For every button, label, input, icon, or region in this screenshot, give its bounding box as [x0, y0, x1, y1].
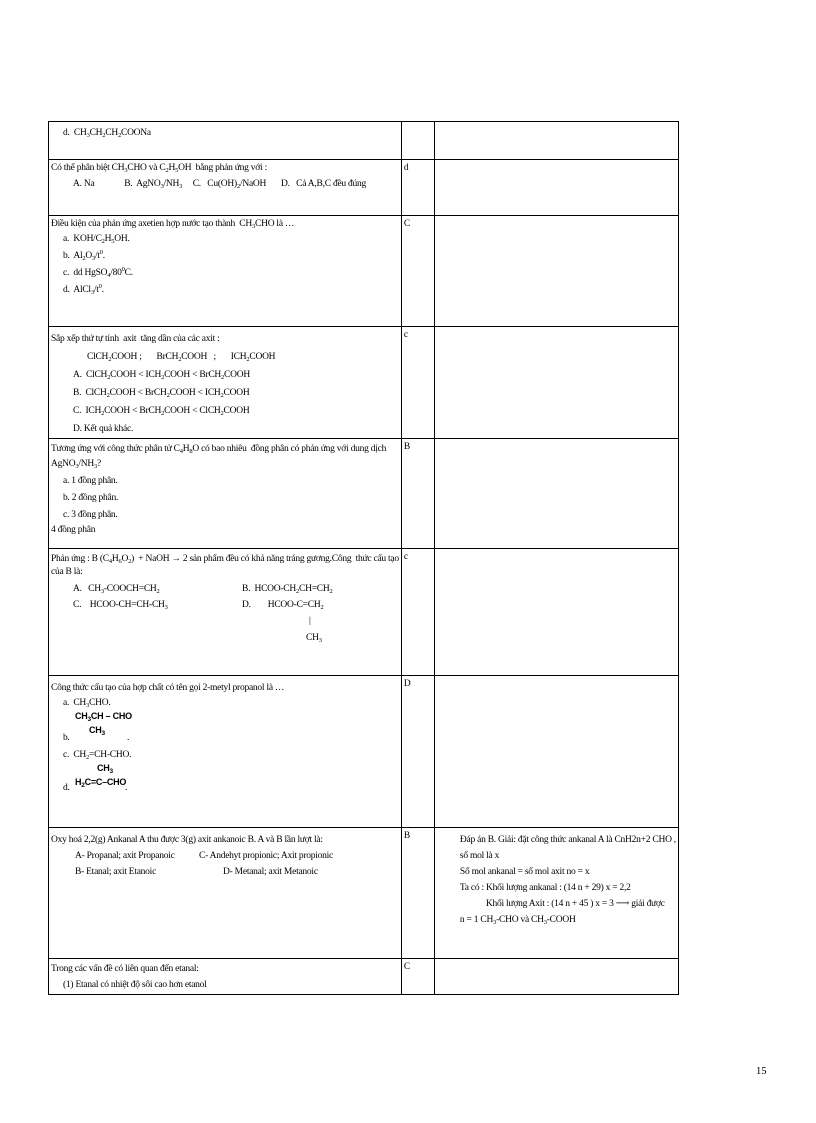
question-cell — [49, 122, 402, 160]
question-text: Tương ứng với công thức phân tử $C_4H_8O$ có bao nhiêu đồng phân có phản ứng với dung dịch — [51, 444, 387, 455]
answer-cell — [401, 160, 434, 216]
option-a: A. $CH_3-COOCH=CH_2$ — [73, 584, 160, 595]
question-text: Phản ứng : B $(C_4H_6O_2)$ + NaOH → 2 sản phẩm đều có khả năng tráng gương.Công thức cấu tạo — [51, 554, 399, 565]
option-b: B. HCOO-$CH_2CH=CH_2$ — [242, 584, 333, 595]
explanation-line: Đáp án B. Giải: đặt công thức ankanal A là CnH2n+2 CHO , — [459, 835, 676, 845]
answer-cell — [401, 327, 434, 439]
answer-cell — [401, 828, 434, 959]
explanation-line: Ta có : Khối lượng ankanal : (14 n + 29) x = 2,2 — [459, 883, 631, 893]
explanation-line: số mol là x — [459, 851, 500, 861]
option-d: d. $AlCl_3/t^0$. — [63, 283, 104, 296]
question-cell — [49, 828, 402, 959]
question-text-cont: $AgNO_3/NH_3$? — [51, 459, 101, 470]
table-row — [49, 160, 679, 216]
statement-item: (1) Etanal có nhiệt độ sôi cao hơn etanol — [63, 980, 207, 990]
answer-text: D — [403, 679, 411, 689]
answer-cell — [401, 439, 434, 549]
table-row — [49, 216, 679, 327]
explanation-line: n = 1 $CH_3$-CHO và $CH_3$-COOH — [459, 915, 576, 926]
question-text: Trong các vấn đề có liên quan đến etanal: — [51, 964, 199, 974]
option-a: A- Propanal; axit Propanoic — [75, 851, 175, 861]
option-extra: 4 đồng phân — [51, 525, 96, 535]
question-cell — [49, 549, 402, 676]
methyl-group: $CH_3$ — [306, 633, 322, 644]
option-a: a. 1 đồng phân. — [63, 476, 118, 486]
page-number: 15 — [756, 1066, 767, 1077]
structure-d-methyl: $CH_3$ — [97, 763, 113, 775]
question-table — [48, 121, 679, 995]
question-text: Oxy hoá 2,2(g) Ankanal A thu được 3(g) axit ankanoic B. A và B lần lượt là: — [51, 835, 323, 845]
question-cell — [49, 676, 402, 828]
option-c: c. dd $HgSO_4/80^0C$. — [63, 266, 133, 279]
table-row — [49, 828, 679, 959]
dot: . — [125, 783, 128, 793]
question-cell — [49, 160, 402, 216]
question-text-cont: của B là: — [51, 567, 83, 577]
question-text: Sắp xếp thứ tự tính axit tăng dần của các axit : — [51, 334, 220, 344]
option-d: D. HCOO-$C=CH_2$ — [242, 600, 324, 611]
option-d: D. Kết quả khác. — [73, 424, 134, 434]
option-d: d. $CH_3CH_2CH_2COONa$ — [63, 128, 151, 139]
option-b: B. ClCH$_2$COOH < BrCH$_2$COOH < $ICH_2COOH$ — [73, 388, 250, 399]
structure-b-methyl: $CH_3$ — [89, 725, 105, 737]
option-c: C. HCOO-$CH=CH-CH_3$ — [73, 600, 168, 611]
option-c: C. $ICH_2COOH$ < BrCH$_2$COOH < ClCH$_2$COOH — [73, 406, 250, 417]
option-b: b. 2 đồng phân. — [63, 493, 119, 503]
answer-text: C — [403, 962, 410, 972]
bond-line: | — [309, 616, 311, 626]
option-a: a. $CH_3CHO$. — [63, 698, 111, 709]
option-b: B- Etanal; axit Etanoic — [75, 867, 157, 877]
table-row — [49, 676, 679, 828]
answer-cell — [401, 122, 434, 160]
answer-text: C — [403, 219, 410, 229]
table-row — [49, 549, 679, 676]
options-line: A. Na B. $AgNO_3/NH_3$ C. $Cu(OH)_2$/NaOH D. Cả A,B,C đều đúng — [73, 179, 367, 190]
table-row — [49, 439, 679, 549]
explanation-cell — [434, 122, 678, 160]
option-a: a. KOH/$C_2H_5OH$. — [63, 234, 130, 245]
explanation-cell — [434, 828, 678, 959]
question-cell — [49, 959, 402, 995]
explanation-line: Khối lượng Axit : (14 n + 45 ) x = 3 ⟶ giải được — [485, 899, 665, 909]
question-cell — [49, 216, 402, 327]
option-b: b. $Al_2O_3/t^0$. — [63, 249, 105, 262]
option-c: c. $CH_2=CH$-CHO. — [63, 750, 132, 761]
explanation-cell — [434, 327, 678, 439]
table-row — [49, 959, 679, 995]
explanation-cell — [434, 549, 678, 676]
explanation-cell — [434, 216, 678, 327]
explanation-cell — [434, 439, 678, 549]
option-d: D- Metanal; axit Metanoic — [223, 867, 318, 877]
answer-cell — [401, 216, 434, 327]
table-row — [49, 327, 679, 439]
option-b-label: b. — [63, 733, 70, 743]
structure-b: $CH_3CH$ – CHO — [75, 711, 132, 723]
explanation-cell — [434, 676, 678, 828]
question-text: Công thức cấu tạo của hợp chất có tên gọi 2-metyl propanol là … — [51, 683, 285, 693]
dot: . — [127, 733, 130, 743]
answer-text: B — [403, 831, 410, 841]
explanation-cell — [434, 959, 678, 995]
answer-cell — [401, 676, 434, 828]
answer-text: c — [403, 552, 408, 562]
acids-line: ClCH$_2$COOH ; BrCH$_2$COOH ; $ICH_2COOH$ — [87, 352, 276, 363]
answer-text: d — [403, 163, 409, 173]
answer-text: c — [403, 330, 408, 340]
option-d-label: d. — [63, 783, 70, 793]
option-c: c. 3 đồng phân. — [63, 510, 118, 520]
answer-text: B — [403, 442, 410, 452]
option-a: A. ClCH$_2$COOH < $ICH_2COOH$ < BrCH$_2$COOH — [73, 370, 250, 381]
question-text: Có thể phân biệt $CH_3CHO$ và $C_2H_5OH$ bằng phản ứng với : — [51, 163, 267, 174]
option-c: C- Andehyt propionic; Axit propionic — [199, 851, 334, 861]
table-row — [49, 122, 679, 160]
answer-cell — [401, 549, 434, 676]
question-cell — [49, 327, 402, 439]
question-text: Điều kiện của phản ứng axetien hợp nước tạo thành $CH_3CHO$ là … — [51, 219, 295, 230]
question-cell — [49, 439, 402, 549]
explanation-line: Số mol ankanal = số mol axit no = x — [459, 867, 590, 877]
structure-d: $H_2C=C$–CHO — [75, 777, 127, 789]
explanation-cell — [434, 160, 678, 216]
answer-cell — [401, 959, 434, 995]
